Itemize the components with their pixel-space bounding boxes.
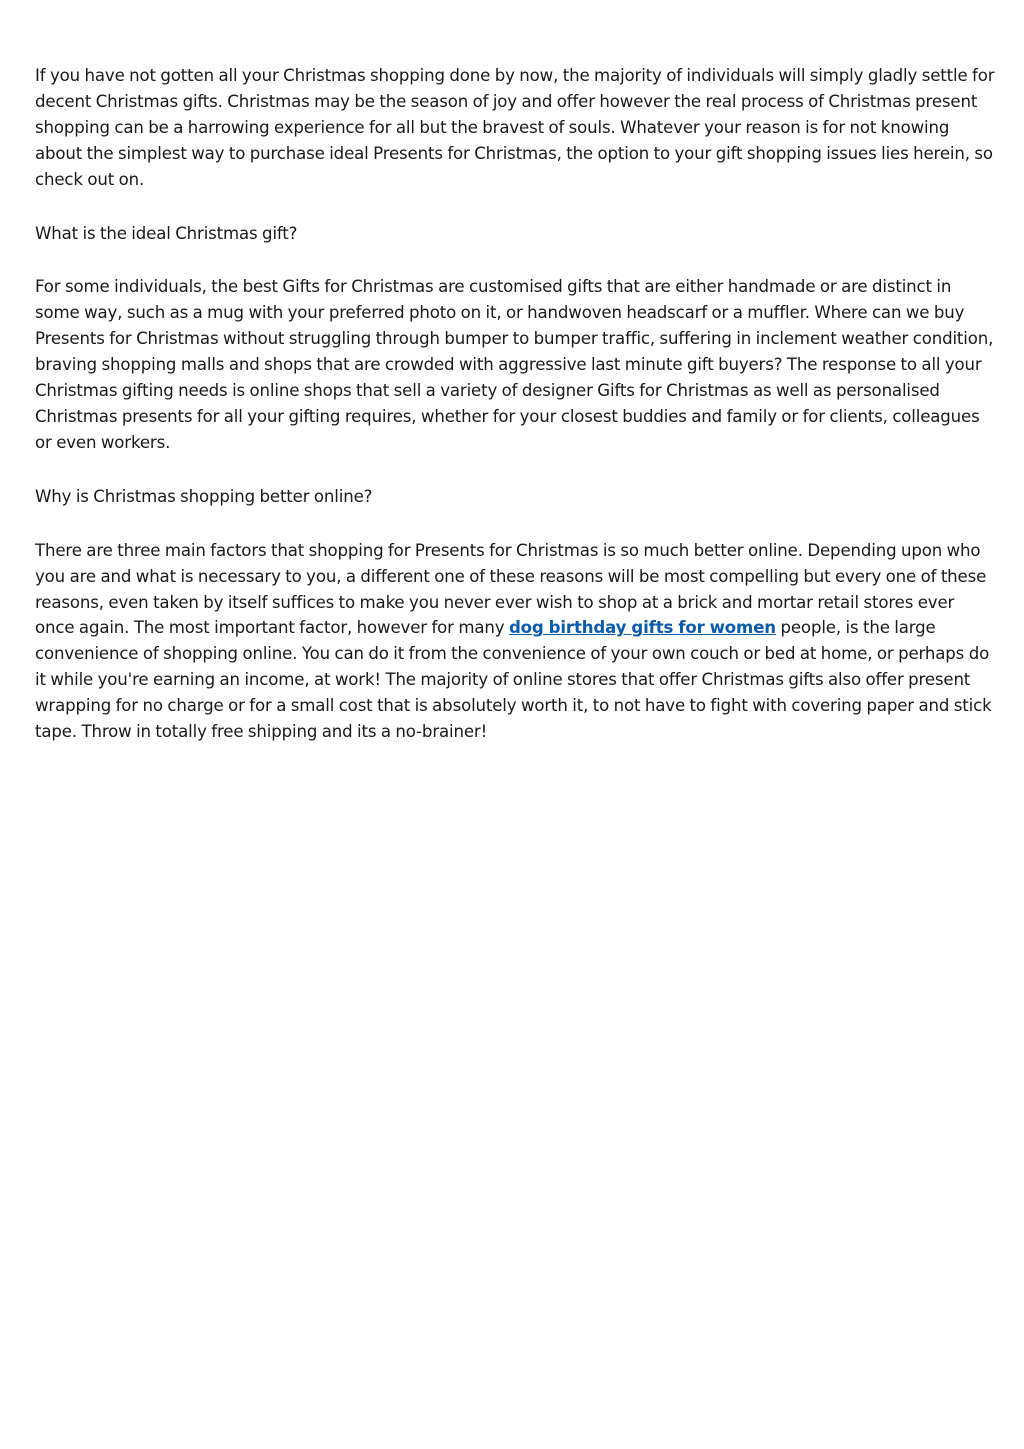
section-heading-ideal-gift: What is the ideal Christmas gift?: [35, 223, 298, 243]
section-heading-online-shopping: Why is Christmas shopping better online?: [35, 486, 373, 506]
intro-paragraph: If you have not gotten all your Christmas shopping done by now, the majority of individuals will simply gladly settle for decent Christmas gifts. Christmas may be the season of joy and offer however the real process of Christmas present shopping can be a harrowing experience for all but the bravest of souls. Whatever your reason is for not knowing about the simplest way to purchase ideal Presents for Christmas, the option to your gift shopping issues lies herein, so check out on.: [35, 66, 995, 189]
online-shopping-paragraph: [35, 538, 997, 745]
paragraph-text-after-link: people, is the large convenience of shopping online. You can do it from the convenience of your own couch or bed at home, or perhaps do it while you're earning an income, at work! The majority of online stores that offer Christmas gifts also offer present wrapping for no charge or for a small cost that is absolutely worth it, to not have to fight with covering paper and stick tape. Throw in totally free shipping and its a no-brainer!: [35, 618, 992, 742]
gifts-paragraph: For some individuals, the best Gifts for Christmas are customised gifts that are either handmade or are distinct in some way, such as a mug with your preferred photo on it, or handwoven headscarf or a muffler. Where can we buy Presents for Christmas without struggling through bumper to bumper traffic, suffering in inclement weather condition, braving shopping malls and shops that are crowded with aggressive last minute gift buyers? The response to all your Christmas gifting needs is online shops that sell a variety of designer Gifts for Christmas as well as personalised Christmas presents for all your gifting requires, whether for your closest buddies and family or for clients, colleagues or even workers.: [35, 277, 994, 452]
document-body: [35, 63, 997, 773]
dog-birthday-gifts-link[interactable]: dog birthday gifts for women: [508, 618, 776, 638]
paragraph-text-before-link: There are three main factors that shopping for Presents for Christmas is so much better online. Depending upon who you are and what is necessary to you, a different one of these reasons will be most compelling but every one of these reasons, even taken by itself suffices to make you never ever wish to shop at a brick and mortar retail stores ever once again. The most important factor, however for many: [35, 540, 987, 638]
